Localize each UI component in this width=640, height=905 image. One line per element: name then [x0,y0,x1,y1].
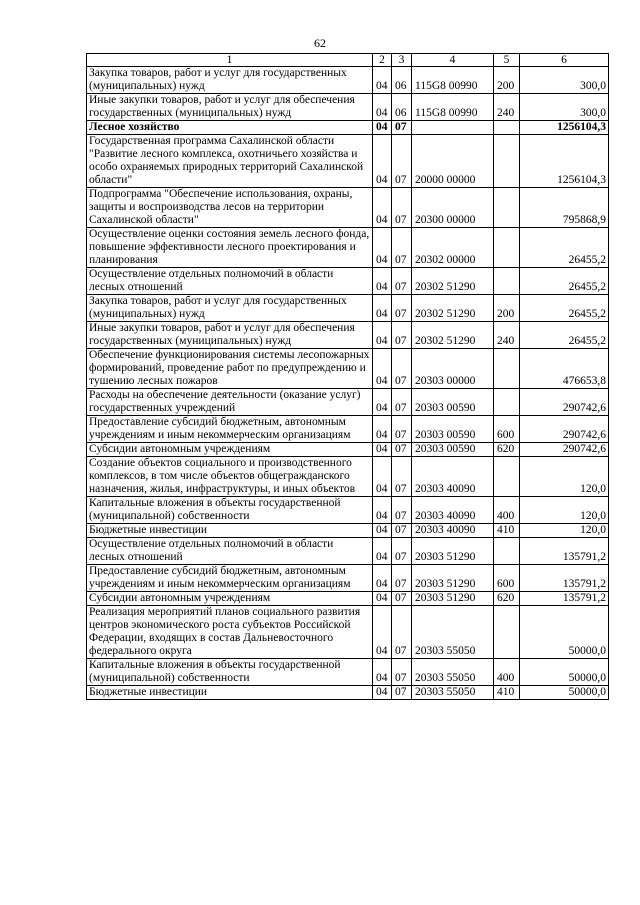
amount: 135791,2 [520,565,609,592]
target-article-code: 20000 00000 [412,135,494,188]
table-row [87,322,609,349]
subsection-code: 07 [392,524,412,538]
expense-name: Капитальные вложения в объекты государственной (муниципальной) собственности [87,659,373,686]
target-article-code: 20303 51290 [412,538,494,565]
amount: 50000,0 [520,606,609,659]
table-row [87,135,609,188]
target-article-code: 115G8 00990 [412,67,494,94]
section-code: 04 [373,94,392,121]
target-article-code: 20303 51290 [412,565,494,592]
budget-table [86,53,609,700]
target-article-code: 20300 00000 [412,188,494,228]
expense-type-code: 400 [494,497,520,524]
expense-name: Закупка товаров, работ и услуг для государственных (муниципальных) нужд [87,67,373,94]
amount: 795868,9 [520,188,609,228]
amount: 120,0 [520,524,609,538]
expense-name: Закупка товаров, работ и услуг для государственных (муниципальных) нужд [87,295,373,322]
target-article-code: 20303 55050 [412,659,494,686]
expense-type-code [494,457,520,497]
expense-type-code: 600 [494,416,520,443]
column-header: 1 [87,54,373,67]
subsection-code: 07 [392,457,412,497]
table-row [87,389,609,416]
table-row [87,268,609,295]
target-article-code: 20302 51290 [412,268,494,295]
column-header: 6 [520,54,609,67]
amount: 1256104,3 [520,121,609,135]
table-row [87,416,609,443]
table-row [87,295,609,322]
table-row [87,94,609,121]
subsection-code: 07 [392,538,412,565]
section-code: 04 [373,349,392,389]
amount: 26455,2 [520,268,609,295]
expense-type-code: 200 [494,295,520,322]
target-article-code: 20302 51290 [412,295,494,322]
expense-type-code [494,349,520,389]
section-code: 04 [373,592,392,606]
section-code: 04 [373,268,392,295]
table-row [87,349,609,389]
subsection-code: 07 [392,268,412,295]
column-header: 3 [392,54,412,67]
table-row [87,565,609,592]
subsection-code: 07 [392,322,412,349]
target-article-code: 115G8 00990 [412,94,494,121]
table-row [87,457,609,497]
expense-type-code [494,121,520,135]
subsection-code: 07 [392,416,412,443]
expense-name: Осуществление оценки состояния земель лесного фонда, повышение эффективности лесного проектирования и планирования [87,228,373,268]
section-code: 04 [373,416,392,443]
section-code: 04 [373,228,392,268]
amount: 26455,2 [520,228,609,268]
column-header: 5 [494,54,520,67]
amount: 120,0 [520,457,609,497]
expense-name: Создание объектов социального и производственного комплексов, в том числе объектов общегражданского назначения, жилья, инфраструктуры, и иных объектов [87,457,373,497]
expense-type-code: 400 [494,659,520,686]
expense-type-code [494,538,520,565]
subsection-code: 06 [392,94,412,121]
expense-type-code: 410 [494,686,520,700]
section-code: 04 [373,659,392,686]
target-article-code: 20303 00590 [412,443,494,457]
expense-type-code [494,268,520,295]
table-row [87,497,609,524]
expense-type-code: 600 [494,565,520,592]
amount: 135791,2 [520,538,609,565]
subsection-code: 07 [392,606,412,659]
section-code: 04 [373,538,392,565]
expense-name: Субсидии автономным учреждениям [87,443,373,457]
table-body [87,67,609,700]
subsection-code: 07 [392,295,412,322]
subsection-code: 07 [392,497,412,524]
expense-name: Бюджетные инвестиции [87,524,373,538]
table-row [87,121,609,135]
table-header-row [87,54,609,67]
section-code: 04 [373,524,392,538]
expense-name: Государственная программа Сахалинской области "Развитие лесного комплекса, охотничьего хозяйства и особо охраняемых природных территорий Сахалинской области" [87,135,373,188]
expense-name: Реализация мероприятий планов социального развития центров экономического роста субъектов Российской Федерации, входящих в состав Дальневосточного федерального округа [87,606,373,659]
subsection-code: 07 [392,659,412,686]
section-code: 04 [373,188,392,228]
table-row [87,67,609,94]
table-row [87,606,609,659]
expense-type-code: 240 [494,322,520,349]
subsection-code: 07 [392,188,412,228]
amount: 50000,0 [520,686,609,700]
amount: 26455,2 [520,295,609,322]
target-article-code: 20303 00000 [412,349,494,389]
expense-name: Капитальные вложения в объекты государственной (муниципальной) собственности [87,497,373,524]
target-article-code [412,121,494,135]
expense-name: Обеспечение функционирования системы лесопожарных формирований, проведение работ по предупреждению и тушению лесных пожаров [87,349,373,389]
section-code: 04 [373,606,392,659]
section-code: 04 [373,389,392,416]
subsection-code: 07 [392,135,412,188]
target-article-code: 20303 55050 [412,686,494,700]
amount: 290742,6 [520,389,609,416]
table-row [87,659,609,686]
subsection-code: 07 [392,592,412,606]
subsection-code: 07 [392,349,412,389]
expense-type-code [494,606,520,659]
expense-type-code: 200 [494,67,520,94]
table-row [87,524,609,538]
page-number: 62 [314,36,326,50]
amount: 120,0 [520,497,609,524]
expense-type-code: 410 [494,524,520,538]
amount: 290742,6 [520,443,609,457]
table-row [87,228,609,268]
subsection-code: 07 [392,121,412,135]
expense-type-code [494,135,520,188]
amount: 300,0 [520,67,609,94]
expense-name: Предоставление субсидий бюджетным, автономным учреждениям и иным некоммерческим организациям [87,416,373,443]
column-header: 4 [412,54,494,67]
subsection-code: 07 [392,565,412,592]
table-row [87,592,609,606]
expense-name: Предоставление субсидий бюджетным, автономным учреждениям и иным некоммерческим организациям [87,565,373,592]
expense-type-code [494,188,520,228]
target-article-code: 20303 40090 [412,457,494,497]
expense-name: Осуществление отдельных полномочий в области лесных отношений [87,538,373,565]
table-row [87,538,609,565]
amount: 26455,2 [520,322,609,349]
expense-name: Расходы на обеспечение деятельности (оказание услуг) государственных учреждений [87,389,373,416]
target-article-code: 20303 00590 [412,389,494,416]
subsection-code: 07 [392,443,412,457]
expense-type-code: 620 [494,592,520,606]
target-article-code: 20303 55050 [412,606,494,659]
target-article-code: 20303 00590 [412,416,494,443]
subsection-code: 06 [392,67,412,94]
amount: 290742,6 [520,416,609,443]
subsection-code: 07 [392,686,412,700]
expense-name: Подпрограмма "Обеспечение использования, охраны, защиты и воспроизводства лесов на территории Сахалинской области" [87,188,373,228]
section-code: 04 [373,686,392,700]
expense-name: Иные закупки товаров, работ и услуг для обеспечения государственных (муниципальных) нужд [87,94,373,121]
section-code: 04 [373,565,392,592]
amount: 300,0 [520,94,609,121]
table-row [87,188,609,228]
target-article-code: 20302 00000 [412,228,494,268]
section-code: 04 [373,497,392,524]
section-code: 04 [373,135,392,188]
amount: 135791,2 [520,592,609,606]
subsection-code: 07 [392,389,412,416]
amount: 50000,0 [520,659,609,686]
column-header: 2 [373,54,392,67]
expense-name: Субсидии автономным учреждениям [87,592,373,606]
amount: 1256104,3 [520,135,609,188]
amount: 476653,8 [520,349,609,389]
section-code: 04 [373,322,392,349]
section-code: 04 [373,443,392,457]
target-article-code: 20303 51290 [412,592,494,606]
expense-type-code [494,389,520,416]
expense-type-code [494,228,520,268]
table-row [87,443,609,457]
table-row [87,686,609,700]
section-code: 04 [373,121,392,135]
target-article-code: 20303 40090 [412,524,494,538]
expense-name: Бюджетные инвестиции [87,686,373,700]
target-article-code: 20302 51290 [412,322,494,349]
expense-type-code: 240 [494,94,520,121]
expense-type-code: 620 [494,443,520,457]
section-code: 04 [373,457,392,497]
expense-name: Иные закупки товаров, работ и услуг для обеспечения государственных (муниципальных) нужд [87,322,373,349]
target-article-code: 20303 40090 [412,497,494,524]
section-code: 04 [373,67,392,94]
subsection-code: 07 [392,228,412,268]
section-code: 04 [373,295,392,322]
expense-name: Лесное хозяйство [87,121,373,135]
expense-name: Осуществление отдельных полномочий в области лесных отношений [87,268,373,295]
